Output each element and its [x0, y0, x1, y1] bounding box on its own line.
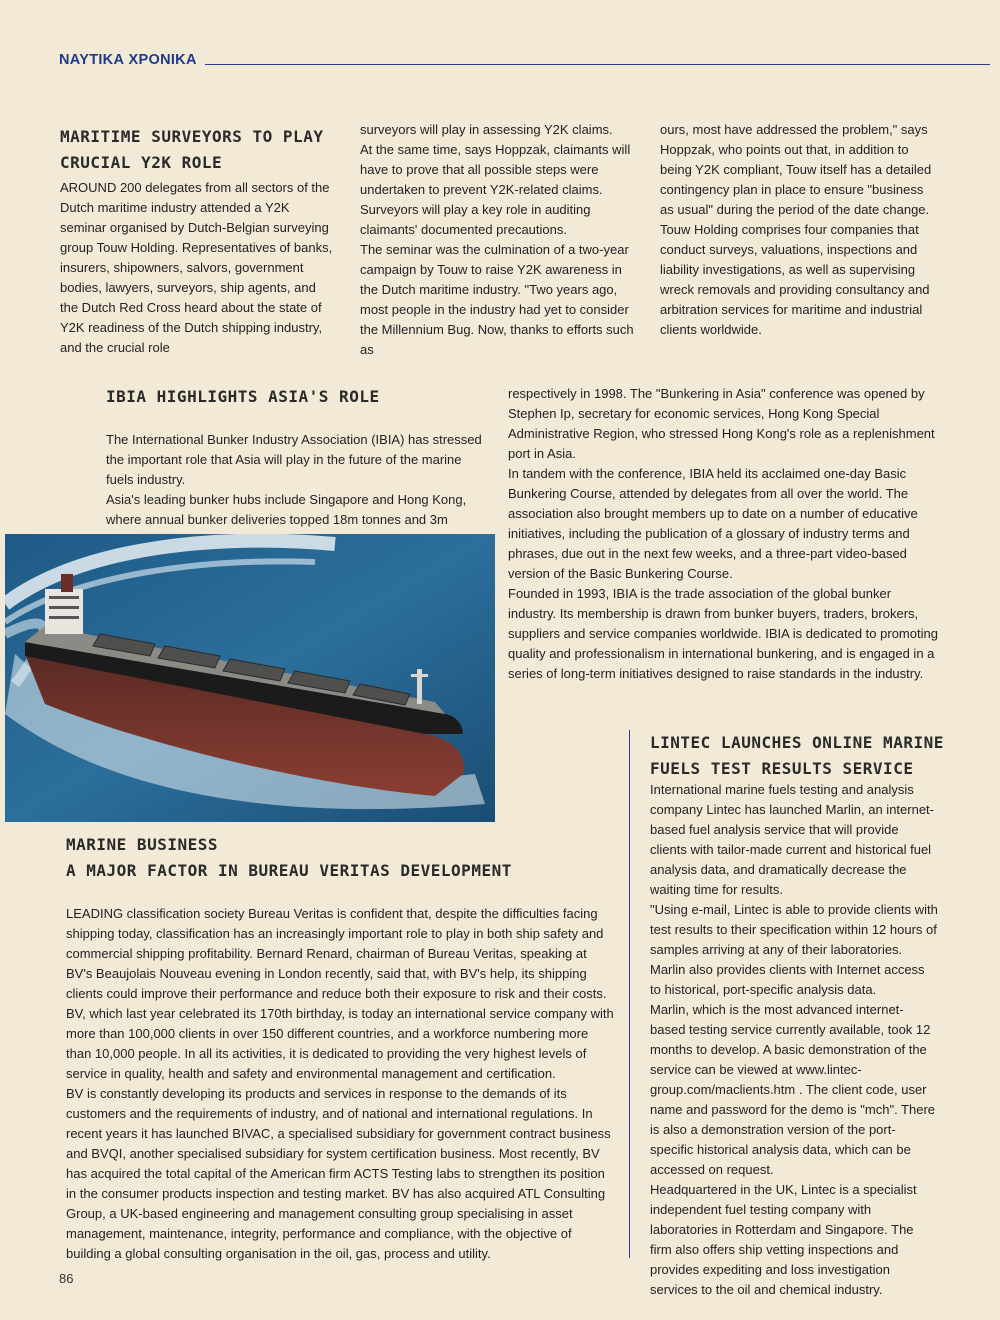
running-head: ΝΑΥΤΙΚΑ ΧΡΟΝΙΚΑ: [59, 52, 197, 68]
bv-p3: BV is constantly developing its products and services in response to the demands of its customers and the requirements of industry, and of national and international regulations. In recent years it has launched BIVAC, a specialised subsidiary for government contract business and BVQI, another specialised subsidiary for system certification business. Most recently, BV has acquired the total capital of the American firm ACTS Testing labs to strengthen its position in the consumer products inspection and testing market. BV has also acquired ATL Consulting Group, a UK-based engineering and management consulting group specialising in asset management, maintenance, integrity, performance and compliance, with the objective of building a global consulting organisation in the oil, gas, process and utility.: [66, 1086, 611, 1261]
y2k-col2-p1: surveyors will play in assessing Y2K claims.: [360, 122, 613, 137]
y2k-column-1: [60, 178, 337, 358]
bulk-carrier-photo: [5, 534, 495, 822]
y2k-column-2: [360, 120, 637, 360]
bv-p2: BV, which last year celebrated its 170th birthday, is today an international service company with more than 100,000 clients in over 150 different countries, and a workforce numbering more than 10,000 people. In all its activities, it is dedicated to providing the very highest levels of service in quality, health and safety and environmental management and certification.: [66, 1006, 614, 1081]
lintec-p3: Marlin, which is the most advanced internet-based testing service currently available, took 12 months to develop. A basic demonstration of the service can be viewed at www.lintec-group.com/maclients.htm . The client code, user name and password for the demo is "mch". There is also a demonstration version of the port-specific historical analysis data, which can be accessed on request.: [650, 1002, 936, 1177]
lintec-p2: "Using e-mail, Lintec is able to provide clients with test results to their specification within 12 hours of samples arriving at any of their laboratories. Marlin also provides clients with Internet access to historical, port-specific analysis data.: [650, 902, 938, 997]
ibia-left-p1: The International Bunker Industry Association (IBIA) has stressed the important role that Asia will play in the future of the marine fuels industry.: [106, 432, 482, 487]
y2k-col3-p1: ours, most have addressed the problem," says Hoppzak, who points out that, in addition to being Y2K compliant, Touw itself has a detailed contingency plan in place to ensure "business as usual" during the period of the date change.: [660, 122, 932, 217]
lintec-title-line2: FUELS TEST RESULTS SERVICE: [650, 759, 914, 778]
header-rule: [205, 64, 990, 65]
y2k-col1-text: AROUND 200 delegates from all sectors of the Dutch maritime industry attended a Y2K seminar organised by Dutch-Belgian surveying group Touw Holding. Representatives of banks, insurers, shipowners, salvors, government bodies, lawyers, surveyors, ship agents, and the Dutch Red Cross heard about the state of Y2K readiness of the Dutch shipping industry, and the crucial role: [60, 180, 333, 355]
ibia-right-column: [508, 384, 940, 684]
bv-title-line1: MARINE BUSINESS: [66, 835, 218, 854]
bv-body: [66, 904, 614, 1264]
ibia-left-p2: Asia's leading bunker hubs include Singapore and Hong Kong, where annual bunker deliveries topped 18m tonnes and 3m: [106, 492, 467, 527]
lintec-p4: Headquartered in the UK, Lintec is a specialist independent fuel testing company with laboratories in Rotterdam and Singapore. The firm also offers ship vetting inspections and provides expediting and loss investigation services to the oil and chemical industry.: [650, 1182, 917, 1297]
y2k-title-line2: CRUCIAL Y2K ROLE: [60, 153, 223, 172]
ibia-title: IBIA HIGHLIGHTS ASIA'S ROLE: [106, 387, 380, 406]
lintec-title-line1: LINTEC LAUNCHES ONLINE MARINE: [650, 733, 944, 752]
bv-p1: LEADING classification society Bureau Veritas is confident that, despite the difficulties facing shipping today, classification has an increasingly important role to play in both ship safety and commercial shipping profitability. Bernard Renard, chairman of Bureau Veritas, speaking at BV's Beaujolais Nouveau evening in London recently, said that, with BV's help, its shipping clients could improve their performance and reduce both their exposure to risk and their costs.: [66, 906, 607, 1001]
lintec-column-rule: [629, 730, 630, 1258]
ibia-right-p2: In tandem with the conference, IBIA held its acclaimed one-day Basic Bunkering Course, attended by delegates from all over the world. The association also brought members up to date on a number of educative initiatives, including the publication of a glossary of industry terms and phrases, due out in the next few weeks, and a three-part video-based version of the Basic Bunkering Course.: [508, 466, 918, 581]
ibia-left-column: [106, 430, 488, 550]
y2k-col2-p3: The seminar was the culmination of a two-year campaign by Touw to raise Y2K awareness in the Dutch maritime industry. "Two years ago, most people in the industry had yet to consider the Millennium Bug. Now, thanks to efforts such as: [360, 242, 634, 357]
ibia-right-p1: respectively in 1998. The "Bunkering in Asia" conference was opened by Stephen Ip, secretary for economic services, Hong Kong Special Administrative Region, who stressed Hong Kong's role as a replenishment port in Asia.: [508, 386, 935, 461]
y2k-col3-p2: Touw Holding comprises four companies that conduct surveys, valuations, inspections and liability investigations, as well as supervising wreck removals and providing consultancy and arbitration services for maritime and industrial clients worldwide.: [660, 222, 930, 337]
y2k-column-3: [660, 120, 936, 340]
y2k-col2-p2: At the same time, says Hoppzak, claimants will have to prove that all possible steps were undertaken to prevent Y2K-related claims. Surveyors will play a key role in auditing claimants' documented precautions.: [360, 142, 631, 237]
bv-title-line2: A MAJOR FACTOR IN BUREAU VERITAS DEVELOPMENT: [66, 861, 512, 880]
page-number: 86: [59, 1271, 74, 1286]
y2k-title-line1: MARITIME SURVEYORS TO PLAY: [60, 127, 324, 146]
lintec-p1: International marine fuels testing and analysis company Lintec has launched Marlin, an internet-based fuel analysis service that will provide clients with tailor-made current and historical fuel analysis data, and dramatically decrease the waiting time for results.: [650, 782, 934, 897]
lintec-body: [650, 780, 938, 1300]
ibia-right-p3: Founded in 1993, IBIA is the trade association of the global bunker industry. Its membership is drawn from bunker buyers, traders, brokers, suppliers and service companies worldwide. IBIA is dedicated to promoting quality and professionalism in international bunkering, and is engaged in a series of long-term initiatives designed to raise standards in the industry.: [508, 586, 938, 681]
